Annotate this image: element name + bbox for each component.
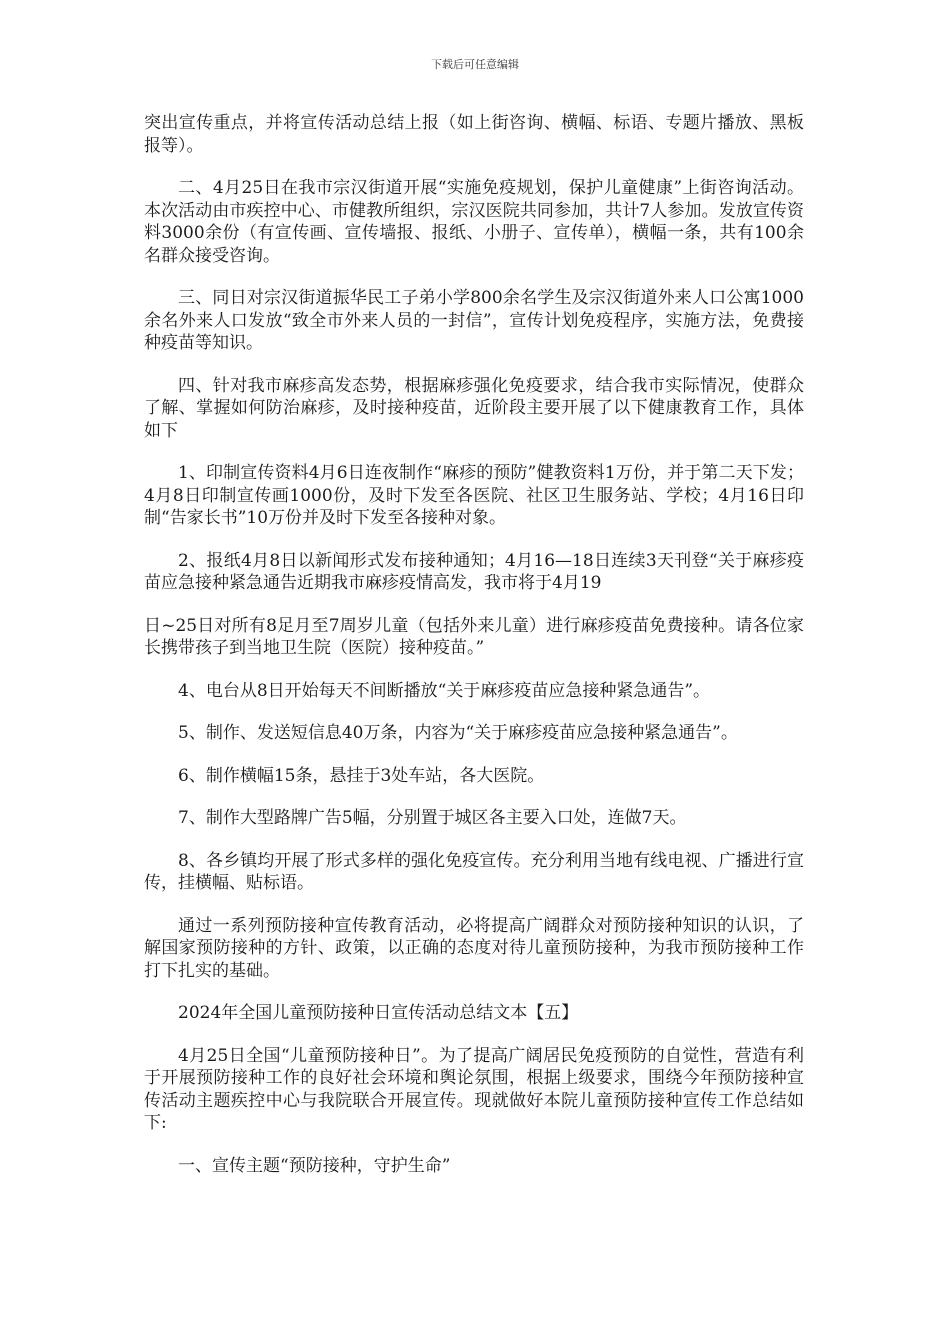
- list-item: 7、制作大型路牌广告5幅，分别置于城区各主要入口处，连做7天。: [178, 808, 687, 828]
- list-item: 8、各乡镇均开展了形式多样的强化免疫宣传。充分利用当地有线电视、广播进行宣传，挂横幅、贴标语。: [144, 850, 804, 893]
- list-item: 6、制作横幅15条，悬挂于3处车站，各大医院。: [178, 765, 545, 786]
- paragraph: 通过一系列预防接种宣传教育活动，必将提高广阔群众对预防接种知识的认识，了解国家预防接种的方针、政策，以正确的态度对待儿童预防接种，为我市预防接种工作打下扎实的基础。: [144, 915, 804, 981]
- paragraph: 三、同日对宗汉街道振华民工子弟小学800余名学生及宗汉街道外来人口公寓1000余名外来人口发放“致全市外来人员的一封信”，宣传计划免疫程序，实施方法，免费接种疫苗等知识。: [144, 288, 804, 353]
- section-heading: 一、宣传主题“预防接种，守护生命”: [178, 1155, 451, 1176]
- list-item: 1、印制宣传资料4月6日连夜制作“麻疹的预防”健教资料1万份，并于第二天下发；4月8日印制宣传画1000份，及时下发至各医院、社区卫生服务站、学校；4月16日印制“告家长书”10万份并及时下发至各接种对象。: [144, 463, 804, 528]
- list-item: 2、报纸4月8日以新闻形式发布接种通知；4月16—18日连续3天刊登“关于麻疹疫苗应急接种紧急通告近期我市麻疹疫情高发，我市将于4月19: [144, 550, 804, 593]
- paragraph: 二、4月25日在我市宗汉街道开展“实施免疫规划，保护儿童健康”上街咨询活动。本次活动由市疾控中心、市健教所组织，宗汉医院共同参加，共计7人参加。发放宣传资料3000余份（有宣传画、宣传墙报、报纸、小册子、宣传单），横幅一条，共有100余名群众接受咨询。: [144, 178, 804, 266]
- paragraph: 日~25日对所有8足月至7周岁儿童（包括外来儿童）进行麻疹疫苗免费接种。请各位家长携带孩子到当地卫生院（医院）接种疫苗。”: [144, 615, 804, 658]
- list-item: 5、制作、发送短信息40万条，内容为“关于麻疹疫苗应急接种紧急通告”。: [178, 723, 738, 743]
- paragraph: 突出宣传重点，并将宣传活动总结上报（如上街咨询、横幅、标语、专题片播放、黑板报等）。: [144, 113, 804, 156]
- document-body: [144, 112, 804, 1197]
- section-title: 2024年全国儿童预防接种日宣传活动总结文本【五】: [178, 1003, 579, 1023]
- page-header: 下载后可任意编辑: [431, 58, 519, 71]
- paragraph: 四、针对我市麻疹高发态势，根据麻疹强化免疫要求，结合我市实际情况，使群众了解、掌握如何防治麻疹，及时接种疫苗，近阶段主要开展了以下健康教育工作，具体如下: [144, 375, 804, 441]
- list-item: 4、电台从8日开始每天不间断播放“关于麻疹疫苗应急接种紧急通告”。: [178, 680, 711, 701]
- paragraph: 4月25日全国“儿童预防接种日”。为了提高广阔居民免疫预防的自觉性，营造有利于开展预防接种工作的良好社会环境和舆论氛围，根据上级要求，围绕今年预防接种宣传活动主题疾控中心与我院联合开展宣传。现就做好本院儿童预防接种宣传工作总结如下:: [144, 1045, 804, 1133]
